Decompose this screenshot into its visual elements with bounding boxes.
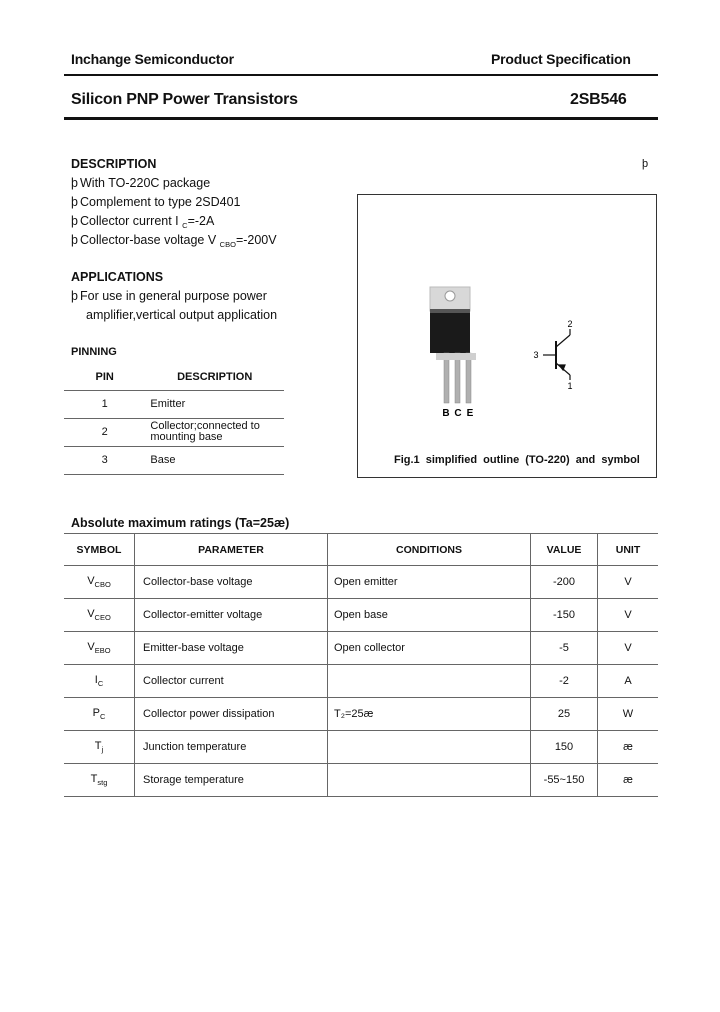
table-row xyxy=(64,599,658,632)
value-cell: -200 xyxy=(531,566,598,599)
symbol-cell xyxy=(64,665,135,698)
table-row xyxy=(64,764,658,797)
description-item xyxy=(71,214,214,230)
collector-lead xyxy=(556,335,570,347)
figure-caption xyxy=(394,454,640,466)
symbol-letter: V xyxy=(87,641,95,653)
value-cell: -5 xyxy=(531,632,598,665)
symbol-subscript: EBO xyxy=(94,646,111,655)
document-type: Product Specification xyxy=(491,51,631,67)
applications-line: amplifier,vertical output application xyxy=(86,308,278,322)
conditions-cell: Open emitter xyxy=(328,566,531,599)
symbol-header: SYMBOL xyxy=(64,534,135,566)
table-row xyxy=(64,632,658,665)
symbol-label-1: 1 xyxy=(567,381,573,391)
pnp-transistor-symbol xyxy=(543,329,570,380)
symbol-subscript: j xyxy=(101,745,104,754)
description-title: DESCRIPTION xyxy=(71,157,157,171)
bullet-glyph: þ xyxy=(71,289,78,303)
unit-cell: æ xyxy=(598,731,659,764)
table-row xyxy=(64,731,658,764)
conditions-header: CONDITIONS xyxy=(328,534,531,566)
pin-number: 1 xyxy=(64,390,145,418)
description-item xyxy=(71,233,277,249)
product-family: Silicon PNP Power Transistors xyxy=(71,91,298,108)
lead-b xyxy=(444,353,449,403)
symbol-subscript: CBO xyxy=(94,580,111,589)
pin-number: 3 xyxy=(64,446,145,474)
lead-shoulder xyxy=(436,353,476,360)
bullet-glyph: þ xyxy=(71,233,78,247)
pin-description: Base xyxy=(145,446,284,474)
conditions-cell xyxy=(328,665,531,698)
symbol-letter: T xyxy=(94,740,102,752)
conditions-cell xyxy=(328,764,531,797)
figure-box xyxy=(357,194,657,478)
subscript: C xyxy=(182,221,188,230)
conditions-cell: Open base xyxy=(328,599,531,632)
corner-mark: þ xyxy=(642,158,649,170)
lead-label-e: E xyxy=(466,408,474,419)
parameter-header: PARAMETER xyxy=(135,534,328,566)
part-number: 2SB546 xyxy=(570,91,627,108)
description-item xyxy=(71,176,210,190)
description-text: Collector-base voltage V xyxy=(80,233,217,247)
unit-cell: W xyxy=(598,698,659,731)
conditions-cell: Open collector xyxy=(328,632,531,665)
symbol-cell xyxy=(64,731,135,764)
bullet-glyph: þ xyxy=(71,195,78,209)
parameter-cell: Storage temperature xyxy=(135,764,328,797)
pinning-title: PINNING xyxy=(71,346,117,358)
symbol-label-3: 3 xyxy=(533,350,539,360)
unit-cell: A xyxy=(598,665,659,698)
unit-cell: V xyxy=(598,599,659,632)
symbol-label-2: 2 xyxy=(567,319,573,329)
table-row xyxy=(64,566,658,599)
symbol-letter: T xyxy=(90,773,98,785)
bullet-glyph: þ xyxy=(71,214,78,228)
value-header: VALUE xyxy=(531,534,598,566)
pin-number: 2 xyxy=(64,418,145,446)
lead-label-b: B xyxy=(442,408,450,419)
symbol-letter: I xyxy=(94,674,98,686)
lead-e xyxy=(466,353,471,403)
value-cell: 150 xyxy=(531,731,598,764)
table-header-row xyxy=(64,534,658,566)
pin-description: Emitter xyxy=(145,390,284,418)
symbol-cell xyxy=(64,599,135,632)
symbol-letter: P xyxy=(92,707,100,719)
unit-header: UNIT xyxy=(598,534,659,566)
ratings-title: Absolute maximum ratings (Ta=25æ) xyxy=(71,516,290,530)
symbol-subscript: CEO xyxy=(94,613,111,622)
table-row xyxy=(64,390,284,418)
parameter-cell: Junction temperature xyxy=(135,731,328,764)
unit-cell: V xyxy=(598,566,659,599)
package-body-edge xyxy=(430,309,470,313)
pinning-table xyxy=(64,364,284,475)
header-rule-bottom xyxy=(64,117,658,120)
applications-text: For use in general purpose power xyxy=(80,289,267,303)
conditions-cell: T₂=25æ xyxy=(328,698,531,731)
symbol-subscript: C xyxy=(97,679,104,688)
description-text: Collector current I xyxy=(80,214,179,228)
value-cell: -2 xyxy=(531,665,598,698)
package-outline-image xyxy=(358,195,656,477)
symbol-cell xyxy=(64,764,135,797)
symbol-subscript: C xyxy=(99,712,106,721)
description-value: =-2A xyxy=(187,214,215,228)
bullet-glyph: þ xyxy=(71,176,78,190)
value-cell: -150 xyxy=(531,599,598,632)
lead-label-c: C xyxy=(454,408,462,419)
pin-description-header: DESCRIPTION xyxy=(145,364,284,390)
conditions-cell xyxy=(328,731,531,764)
symbol-subscript: stg xyxy=(97,778,108,787)
table-row xyxy=(64,665,658,698)
symbol-letter: V xyxy=(87,575,95,587)
pin-description-text: Collector;connected to mounting base xyxy=(150,420,260,443)
ratings-table xyxy=(64,533,658,797)
parameter-cell: Collector power dissipation xyxy=(135,698,328,731)
parameter-cell: Collector-emitter voltage xyxy=(135,599,328,632)
package-body xyxy=(430,309,470,353)
company-name: Inchange Semiconductor xyxy=(71,51,234,67)
header-rule-top xyxy=(64,74,658,76)
description-item xyxy=(71,195,241,209)
unit-cell: V xyxy=(598,632,659,665)
table-row xyxy=(64,446,284,474)
pin-header: PIN xyxy=(64,364,145,390)
figure-caption-label: Fig.1 xyxy=(394,454,420,466)
symbol-letter: V xyxy=(87,608,95,620)
parameter-cell: Collector-base voltage xyxy=(135,566,328,599)
figure-caption-text: simplified outline (TO-220) and symbol xyxy=(425,454,640,466)
pin-description xyxy=(145,418,284,446)
value-cell: 25 xyxy=(531,698,598,731)
parameter-cell: Collector current xyxy=(135,665,328,698)
subscript: CBO xyxy=(219,240,236,249)
table-row xyxy=(64,698,658,731)
description-text: With TO-220C package xyxy=(80,176,211,190)
parameter-cell: Emitter-base voltage xyxy=(135,632,328,665)
lead-c xyxy=(455,353,460,403)
unit-cell: æ xyxy=(598,764,659,797)
symbol-cell xyxy=(64,698,135,731)
table-row xyxy=(64,418,284,446)
applications-line xyxy=(71,289,267,303)
symbol-cell xyxy=(64,632,135,665)
description-value: =-200V xyxy=(235,233,277,247)
description-text: Complement to type 2SD401 xyxy=(80,195,241,209)
applications-title: APPLICATIONS xyxy=(71,270,164,284)
value-cell: -55~150 xyxy=(531,764,598,797)
symbol-cell xyxy=(64,566,135,599)
mounting-hole xyxy=(445,291,455,301)
